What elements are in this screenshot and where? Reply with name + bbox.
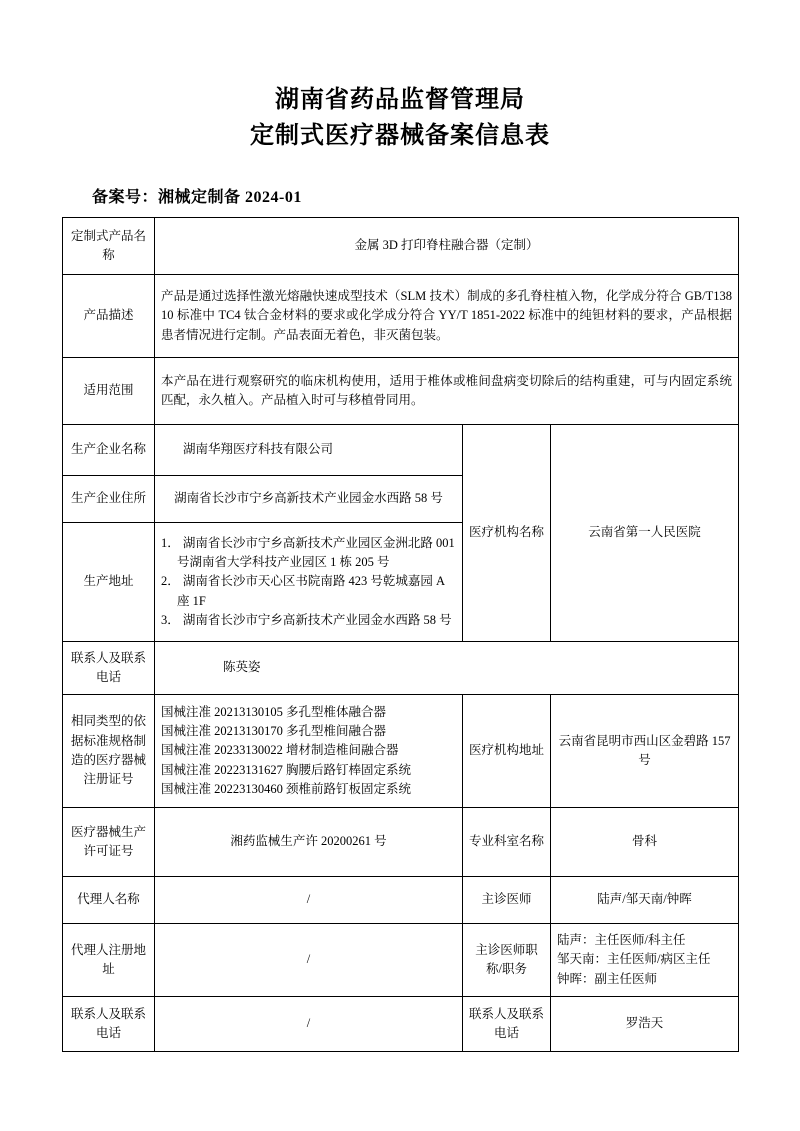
table-row (63, 218, 739, 275)
hospital-address-value: 云南省昆明市西山区金碧路 157 号 (551, 695, 739, 808)
doctor-title-label: 主诊医师职称/职务 (463, 924, 551, 997)
license-value: 湘药监械生产许 20200261 号 (155, 808, 463, 877)
doctor-title-item: 邹天南：主任医师/病区主任 (557, 952, 711, 967)
doctor-label: 主诊医师 (463, 877, 551, 924)
registration-item: 国械注准 20233130022 增材制造椎间融合器 (161, 743, 399, 758)
agent-name-value: / (155, 877, 463, 924)
hospital-contact-value: 罗浩天 (551, 997, 739, 1052)
table-row (63, 808, 739, 877)
manufacturer-address-label: 生产企业住所 (63, 476, 155, 523)
product-description-label: 产品描述 (63, 275, 155, 358)
doctor-title-item: 钟晖：副主任医师 (557, 971, 658, 986)
license-label: 医疗器械生产许可证号 (63, 808, 155, 877)
department-label: 专业科室名称 (463, 808, 551, 877)
registration-item: 国械注准 20223131627 胸腰后路钉棒固定系统 (161, 762, 412, 777)
doctor-title-item: 陆声：主任医师/科主任 (557, 932, 686, 947)
contact-label: 联系人及联系电话 (63, 642, 155, 695)
doctor-title-value (551, 924, 739, 997)
doctor-value: 陆声/邹天南/钟晖 (551, 877, 739, 924)
table-row (63, 877, 739, 924)
hospital-address-label: 医疗机构地址 (463, 695, 551, 808)
registration-value (155, 695, 463, 808)
registration-label: 相同类型的依据标准规格制造的医疗器械注册证号 (63, 695, 155, 808)
manufacturer-label: 生产企业名称 (63, 425, 155, 476)
agent-address-value: / (155, 924, 463, 997)
record-number (92, 184, 800, 207)
production-address-item: 2． 湖南省长沙市天心区书院南路 423 号乾城嘉园 A 座 1F (161, 574, 445, 608)
department-value: 骨科 (551, 808, 739, 877)
title-line-2: 定制式医疗器械备案信息表 (250, 123, 550, 149)
table-row (63, 425, 739, 476)
table-row (63, 358, 739, 425)
table-row (63, 695, 739, 808)
record-number-label: 备案号： (92, 189, 159, 206)
table-row (63, 275, 739, 358)
production-address-item: 1． 湖南省长沙市宁乡高新技术产业园区金洲北路 001 号湖南省大学科技产业园区 1 栋 205 号 (161, 535, 455, 569)
table-row (63, 642, 739, 695)
production-address-label: 生产地址 (63, 523, 155, 642)
product-name-value: 金属 3D 打印脊柱融合器（定制） (155, 218, 739, 275)
agent-contact-label: 联系人及联系电话 (63, 997, 155, 1052)
registration-item: 国械注准 20223130460 颈椎前路钉板固定系统 (161, 782, 412, 797)
hospital-name-label: 医疗机构名称 (463, 425, 551, 642)
agent-name-label: 代理人名称 (63, 877, 155, 924)
product-description-value: 产品是通过选择性激光熔融快速成型技术（SLM 技术）制成的多孔脊柱植入物，化学成分符合 GB/T13810 标准中 TC4 钛合金材料的要求或化学成分符合 YY/T 1851-2022 标准中的纯钽材料的要求，产品根据患者情况进行定制。产品表面无着色，非灭菌包装。 (155, 275, 739, 358)
filing-info-table (62, 217, 739, 1052)
production-address-item: 3． 湖南省长沙市宁乡高新技术产业园金水西路 58 号 (161, 613, 452, 628)
production-address-value (155, 523, 463, 642)
registration-item: 国械注准 20213130105 多孔型椎体融合器 (161, 704, 387, 719)
hospital-name-value: 云南省第一人民医院 (551, 425, 739, 642)
manufacturer-value: 湖南华翔医疗科技有限公司 (155, 425, 463, 476)
agent-contact-value: / (155, 997, 463, 1052)
product-name-label: 定制式产品名称 (63, 218, 155, 275)
scope-value: 本产品在进行观察研究的临床机构使用，适用于椎体或椎间盘病变切除后的结构重建，可与内固定系统匹配，永久植入。产品植入时可与移植骨同用。 (155, 358, 739, 425)
registration-item: 国械注准 20213130170 多孔型椎间融合器 (161, 723, 387, 738)
document-title (0, 0, 800, 154)
table-row (63, 997, 739, 1052)
manufacturer-address-value: 湖南省长沙市宁乡高新技术产业园金水西路 58 号 (155, 476, 463, 523)
agent-address-label: 代理人注册地址 (63, 924, 155, 997)
record-number-value: 湘械定制备 2024-01 (158, 189, 302, 206)
scope-label: 适用范围 (63, 358, 155, 425)
title-line-1: 湖南省药品监督管理局 (275, 87, 525, 113)
table-row (63, 924, 739, 997)
contact-value: 陈英姿 (155, 642, 739, 695)
hospital-contact-label: 联系人及联系电话 (463, 997, 551, 1052)
